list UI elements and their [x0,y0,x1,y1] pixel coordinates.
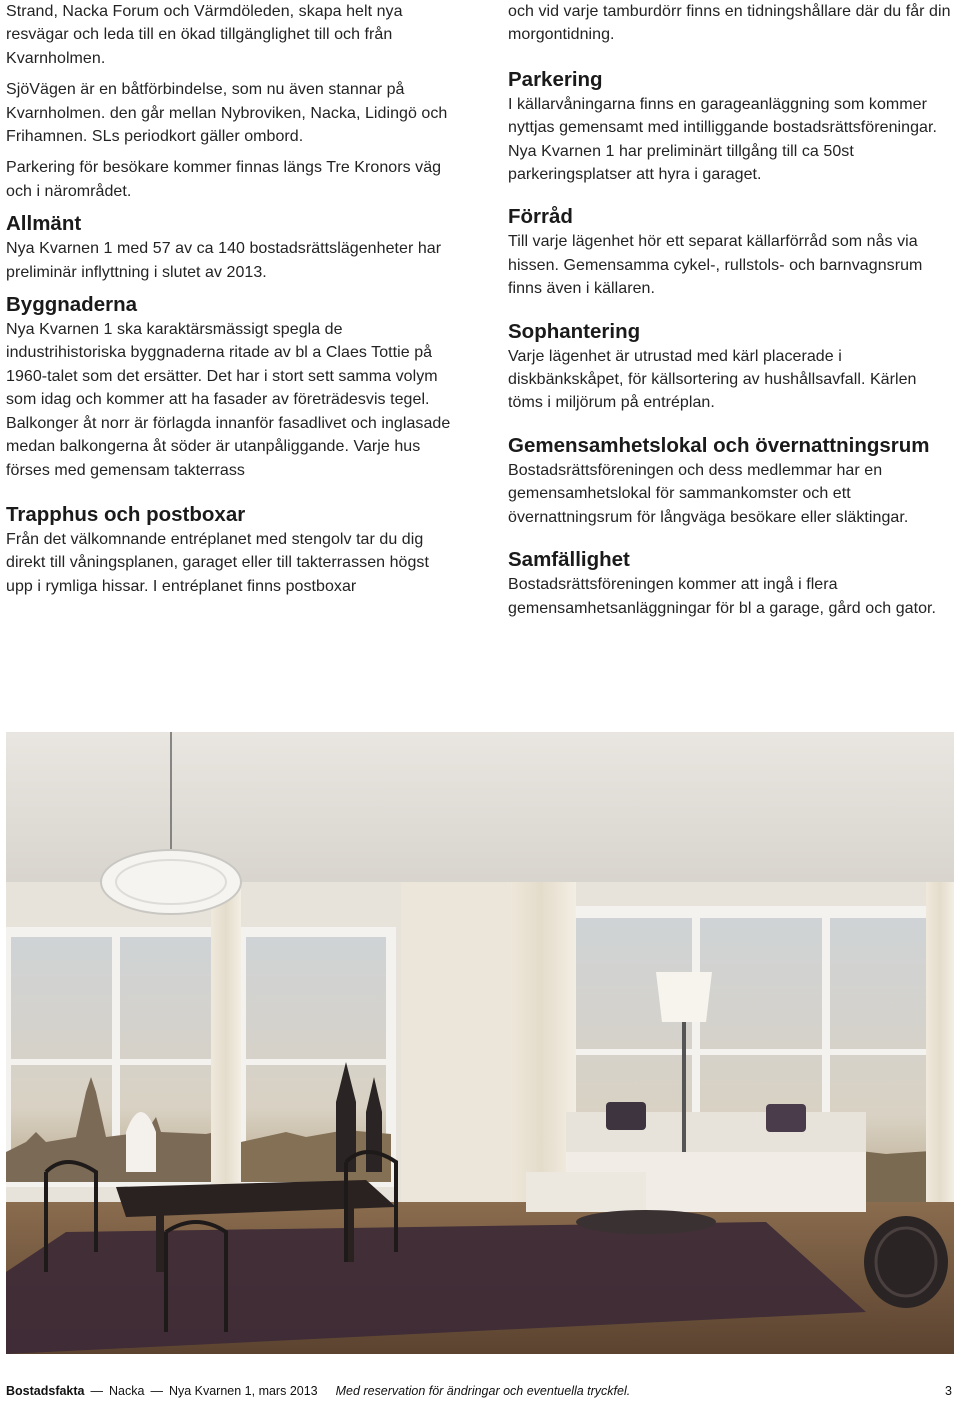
footer-project: Nya Kvarnen 1, mars 2013 [168,1384,318,1398]
heading-forrad: Förråd [508,205,573,229]
text-gemensamhetslokal: Bostadsrättsföreningen och dess medlemmar har en gemensamhetslokal för sammankomster och ett övernattningsrum för långväga besökare eller släktingar. [508,461,909,526]
coffee-table [576,1210,716,1234]
heading-parkering: Parkering [508,67,603,91]
text-tidning: och vid varje tamburdörr finns en tidningshållare där du får din morgontidning. [508,3,951,44]
text-sophantering: Varje lägenhet är utrustad med kärl placerade i diskbänkskåpet, för källsortering av hushållsavfall. Kärlen töms i miljörum på entréplan. [508,347,917,412]
sofa [526,1102,866,1212]
heading-sophantering: Sophantering [508,319,641,343]
intro-paragraph-transport: Strand, Nacka Forum och Värmdöleden, skapa helt nya resvägar och leda till en ökad tillgänglighet till och från Kvarnholmen. [6,3,403,67]
text-byggnaderna: Nya Kvarnen 1 ska karaktärsmässigt spegla de industrihistoriska byggnaderna ritade av bl a Claes Tottie på 1960-talet som det ersätter. Det har i stort sett samma volym som idag och kommer att ha fasader av företrädesvis tegel. Balkonger åt norr är förlagda innanför fasadlivet och inglasade medan balkongerna åt söder är utanpåliggande. Varje hus förses med gemensam takterrass [6,321,451,479]
footer-brand: Bostadsfakta [6,1384,85,1398]
text-samfallighet: Bostadsrättsföreningen kommer att ingå i flera gemensamhetsanläggningar för bl a garage, gård och gator. [508,576,937,617]
footer-disclaimer: Med reservation för ändringar och eventuella tryckfel. [335,1384,631,1398]
heading-byggnaderna: Byggnaderna [6,293,137,317]
footer-dash-2: — [150,1384,163,1398]
curtain-right [926,882,954,1222]
footer-dash: — [90,1384,103,1398]
intro-paragraph-visitor-parking: Parkering för besökare kommer finnas längs Tre Kronors väg och i närområdet. [6,159,442,200]
text-trapphus: Från det välkomnande entréplanet med stengolv tar du dig direkt till våningsplanen, garaget eller till takterrassen högst upp i rymliga hissar. I entréplanet finns postboxar [6,530,429,595]
curtain-center [506,882,576,1222]
curtain-corner [401,882,511,1212]
page-footer [6,1381,954,1401]
interior-photo [6,732,954,1354]
curtain-left [211,882,241,1222]
interior-illustration [6,732,954,1354]
windows-left [6,932,391,1182]
heading-trapphus: Trapphus och postboxar [6,502,246,526]
heading-allmant: Allmänt [6,212,82,236]
text-allmant: Nya Kvarnen 1 med 57 av ca 140 bostadsrättslägenheter har preliminär inflyttning i slutet av 2013. [6,240,442,281]
page-number: 3 [945,1384,952,1398]
left-column [6,0,454,598]
heading-samfallighet: Samfällighet [508,548,630,572]
text-forrad: Till varje lägenhet hör ett separat källarförråd som nås via hissen. Gemensamma cykel-, rullstols- och barnvagnsrum finns även i källaren. [508,233,923,298]
text-parkering: I källarvåningarna finns en garageanläggning som kommer nyttjas gemensamt med intilliggande bostadsrättsföreningar. Nya Kvarnen 1 har preliminärt tillgång till ca 50st parkeringsplatser att hyra i garaget. [508,95,937,184]
intro-paragraph-sjovagen: SjöVägen är en båtförbindelse, som nu även stannar på Kvarnholmen. den går mellan Nybroviken, Nacka, Lidingö och Frihamnen. SLs periodkort gäller ombord. [6,81,448,146]
side-lantern [864,1216,948,1308]
footer-location: Nacka [109,1384,145,1398]
right-column [508,0,954,620]
heading-gemensamhetslokal: Gemensamhetslokal och övernattningsrum [508,433,930,457]
